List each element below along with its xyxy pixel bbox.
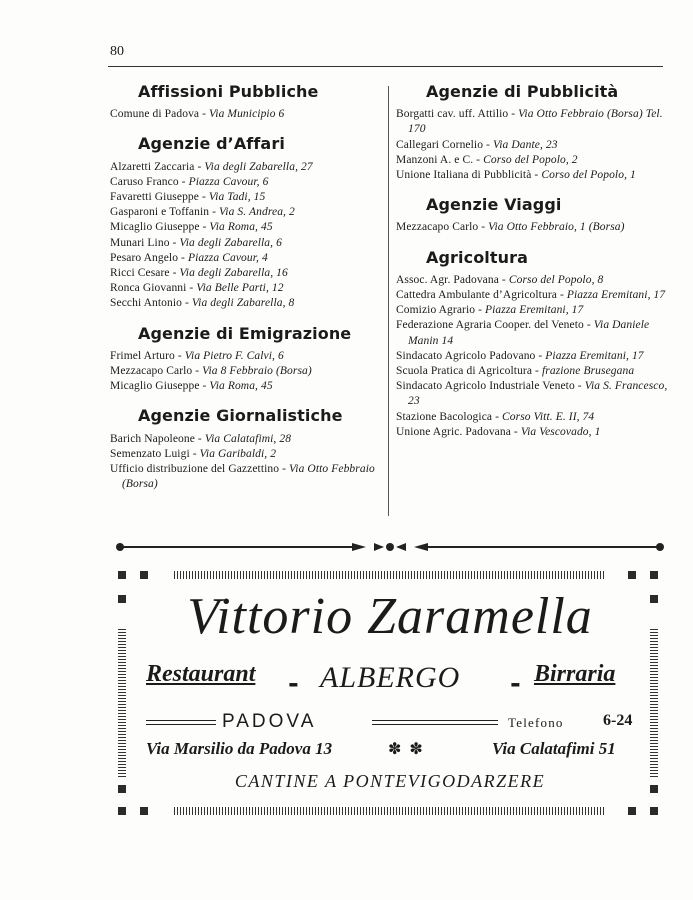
entry-address: Corso del Popolo, 2 bbox=[483, 153, 578, 166]
directory-entry: Cattedra Ambulante d’Agricoltura - Piazza Eremitani, 17 bbox=[396, 289, 666, 302]
entry-name: Favaretti Giuseppe bbox=[110, 191, 199, 204]
page-number: 80 bbox=[110, 44, 124, 59]
entry-address: Via Tadi, 15 bbox=[208, 191, 266, 204]
entry-address: Via Belle Parti, 12 bbox=[196, 282, 284, 295]
ad-city: PADOVA bbox=[222, 711, 317, 732]
ad-dash: - bbox=[288, 669, 299, 699]
entry-name: Ronca Giovanni bbox=[110, 282, 187, 295]
entry-name: Sindacato Agricolo Padovano bbox=[396, 349, 536, 362]
entry-address: Via Calatafimi, 28 bbox=[204, 432, 292, 445]
directory-entry: Barich Napoleone - Via Calatafimi, 28 bbox=[110, 432, 292, 445]
left-column bbox=[110, 70, 382, 492]
entry-address: Via Daniele Manin 14 bbox=[408, 319, 650, 347]
entry-address: Via degli Zabarella, 6 bbox=[179, 236, 282, 249]
entry-address: Via Dante, 23 bbox=[492, 138, 558, 151]
directory-entry: Frimel Arturo - Via Pietro F. Calvi, 6 bbox=[110, 349, 284, 362]
entry-name: Ricci Cesare bbox=[110, 267, 170, 280]
column-divider bbox=[388, 86, 389, 516]
section-heading: Agenzie d’Affari bbox=[138, 134, 285, 154]
advertisement bbox=[110, 565, 670, 827]
entry-name: Semenzato Luigi bbox=[110, 447, 190, 460]
entry-name: Callegari Cornelio bbox=[396, 138, 484, 151]
entry-name: Borgatti cav. uff. Attilio bbox=[396, 108, 509, 121]
entry-name: Stazione Bacologica bbox=[396, 410, 493, 423]
directory-entry: Scuola Pratica di Agricoltura - frazione Brusegana bbox=[396, 365, 635, 378]
directory-entry: Micaglio Giuseppe - Via Roma, 45 bbox=[110, 221, 273, 234]
section-heading: Affissioni Pubbliche bbox=[138, 82, 319, 101]
directory-entry: Assoc. Agr. Padovana - Corso del Popolo, 8 bbox=[396, 273, 604, 286]
ad-albergo: ALBERGO bbox=[320, 661, 461, 694]
directory-entry: Secchi Antonio - Via degli Zabarella, 8 bbox=[110, 297, 295, 310]
corner-square bbox=[140, 807, 148, 815]
directory-entry: Sindacato Agricolo Industriale Veneto - Via S. Francesco, 23 bbox=[396, 380, 668, 408]
corner-square bbox=[118, 571, 126, 579]
entry-name: Caruso Franco bbox=[110, 175, 179, 188]
bottom-border-hatch bbox=[174, 807, 606, 815]
directory-entry: Gasparoni e Toffanin - Via S. Andrea, 2 bbox=[110, 206, 295, 219]
entry-name: Comizio Agrario bbox=[396, 304, 476, 317]
entry-name: Unione Agric. Padovana bbox=[396, 425, 511, 438]
entry-address: Via Otto Febbraio (Borsa) Tel. 170 bbox=[408, 108, 663, 136]
entry-address: Corso del Popolo, 8 bbox=[508, 273, 604, 286]
ad-dash: - bbox=[510, 669, 521, 699]
entry-name: Mezzacapo Carlo bbox=[110, 365, 193, 378]
corner-square bbox=[140, 571, 148, 579]
directory-entry: Stazione Bacologica - Corso Vitt. E. II, 74 bbox=[396, 410, 595, 423]
entry-address: Via S. Francesco, 23 bbox=[408, 380, 668, 408]
directory-entry: Semenzato Luigi - Via Garibaldi, 2 bbox=[110, 447, 277, 460]
ad-restaurant: Restaurant bbox=[146, 661, 256, 687]
entry-address: Piazza Eremitani, 17 bbox=[566, 289, 666, 302]
directory-entry: Callegari Cornelio - Via Dante, 23 bbox=[396, 138, 558, 151]
entry-address: Via degli Zabarella, 8 bbox=[191, 297, 295, 310]
entry-name: Pesaro Angelo bbox=[110, 251, 179, 264]
entry-address: Via Otto Febbraio (Borsa) bbox=[122, 463, 375, 491]
entry-address: Via Vescovado, 1 bbox=[520, 425, 601, 438]
directory-entry: Alzaretti Zaccaria - Via degli Zabarella, 27 bbox=[110, 160, 313, 173]
entry-name: Frimel Arturo bbox=[110, 349, 175, 362]
entry-address: Via Roma, 45 bbox=[209, 221, 273, 234]
entry-name: Unione Italiana di Pubblicità bbox=[396, 169, 532, 182]
entry-address: Via Otto Febbraio, 1 (Borsa) bbox=[488, 221, 625, 234]
entry-name: Manzoni A. e C. bbox=[396, 153, 474, 166]
directory-entry: Mezzacapo Carlo - Via 8 Febbraio (Borsa) bbox=[110, 365, 312, 378]
entry-name: Micaglio Giuseppe bbox=[110, 380, 200, 393]
entry-address: Via degli Zabarella, 27 bbox=[204, 160, 313, 173]
entry-name: Micaglio Giuseppe bbox=[110, 221, 200, 234]
section-heading: Agenzie Giornalistiche bbox=[138, 406, 343, 426]
entry-address: frazione Brusegana bbox=[541, 365, 635, 378]
directory-entry: Manzoni A. e C. - Corso del Popolo, 2 bbox=[396, 153, 578, 166]
entry-name: Barich Napoleone bbox=[110, 432, 195, 445]
entry-address: Via S. Andrea, 2 bbox=[219, 206, 295, 219]
ad-birraria: Birraria bbox=[534, 661, 616, 687]
directory-entry: Federazione Agraria Cooper. del Veneto - Via Daniele Manin 14 bbox=[396, 319, 650, 347]
entry-address: Via Garibaldi, 2 bbox=[199, 447, 277, 460]
left-border-hatch bbox=[118, 627, 126, 777]
entry-address: Piazza Cavour, 4 bbox=[187, 251, 268, 264]
entry-name: Scuola Pratica di Agricoltura bbox=[396, 365, 533, 378]
ad-double-rule bbox=[372, 719, 498, 727]
ad-address-2: Via Calatafimi 51 bbox=[492, 739, 616, 758]
directory-entry: Comune di Padova - Via Municipio 6 bbox=[110, 108, 285, 121]
ad-business-name: Vittorio Zaramella bbox=[187, 588, 593, 645]
entry-name: Federazione Agraria Cooper. del Veneto bbox=[396, 319, 584, 332]
entry-address: Via Pietro F. Calvi, 6 bbox=[184, 349, 284, 362]
ad-cantine: CANTINE A PONTEVIGODARZERE bbox=[234, 771, 546, 791]
entry-address: Piazza Eremitani, 17 bbox=[545, 349, 644, 362]
directory-entry: Micaglio Giuseppe - Via Roma, 45 bbox=[110, 380, 273, 393]
ad-double-rule bbox=[146, 719, 216, 727]
entry-address: Piazza Eremitani, 17 bbox=[485, 304, 584, 317]
corner-square bbox=[628, 571, 636, 579]
entry-name: Mezzacapo Carlo bbox=[396, 221, 479, 234]
entry-name: Comune di Padova bbox=[110, 108, 200, 121]
entry-name: Secchi Antonio bbox=[110, 297, 182, 310]
right-border-hatch bbox=[650, 627, 658, 777]
ad-address-1: Via Marsilio da Padova 13 bbox=[146, 739, 333, 758]
entry-address: Piazza Cavour, 6 bbox=[188, 175, 269, 188]
entry-name: Ufficio distribuzione del Gazzettino bbox=[110, 463, 280, 476]
directory-entry: Ufficio distribuzione del Gazzettino - Via Otto Febbraio (Borsa) bbox=[110, 463, 375, 491]
entry-name: Sindacato Agricolo Industriale Veneto bbox=[396, 380, 575, 393]
directory-entry: Unione Italiana di Pubblicità - Corso del Popolo, 1 bbox=[396, 169, 636, 182]
entry-address: Corso Vitt. E. II, 74 bbox=[502, 410, 595, 423]
top-border-hatch bbox=[174, 571, 606, 579]
entry-name: Assoc. Agr. Padovana bbox=[396, 273, 499, 286]
section-heading: Agenzie Viaggi bbox=[426, 195, 562, 215]
directory-entry: Mezzacapo Carlo - Via Otto Febbraio, 1 (Borsa) bbox=[396, 221, 625, 234]
section-heading: Agricoltura bbox=[426, 247, 528, 267]
entry-address: Via 8 Febbraio (Borsa) bbox=[202, 365, 312, 378]
directory-entry: Favaretti Giuseppe - Via Tadi, 15 bbox=[110, 191, 266, 204]
entry-name: Alzaretti Zaccaria bbox=[110, 160, 195, 173]
directory-entry: Borgatti cav. uff. Attilio - Via Otto Febbraio (Borsa) Tel. 170 bbox=[396, 108, 663, 136]
directory-entry: Sindacato Agricolo Padovano - Piazza Eremitani, 17 bbox=[396, 349, 644, 362]
directory-entry: Ricci Cesare - Via degli Zabarella, 16 bbox=[110, 267, 288, 280]
ad-telephone-number: 6-24 bbox=[603, 712, 633, 729]
ad-fleuron-ornament: ✽✽ bbox=[388, 739, 431, 758]
entry-address: Via Roma, 45 bbox=[209, 380, 273, 393]
directory-entry: Caruso Franco - Piazza Cavour, 6 bbox=[110, 175, 269, 188]
ornamental-separator bbox=[116, 541, 664, 553]
directory-entry: Pesaro Angelo - Piazza Cavour, 4 bbox=[110, 251, 268, 264]
directory-entry: Munari Lino - Via degli Zabarella, 6 bbox=[110, 236, 282, 249]
directory-entry: Comizio Agrario - Piazza Eremitani, 17 bbox=[396, 304, 584, 317]
directory-entry: Ronca Giovanni - Via Belle Parti, 12 bbox=[110, 282, 284, 295]
ad-telephone-label: Telefono bbox=[508, 715, 564, 730]
entry-name: Munari Lino bbox=[110, 236, 170, 249]
corner-square bbox=[628, 807, 636, 815]
directory-entry: Unione Agric. Padovana - Via Vescovado, 1 bbox=[396, 425, 601, 438]
entry-address: Corso del Popolo, 1 bbox=[541, 169, 636, 182]
right-column bbox=[396, 70, 668, 440]
header-rule bbox=[108, 66, 663, 67]
section-heading: Agenzie di Pubblicità bbox=[426, 82, 619, 101]
corner-square bbox=[650, 807, 658, 815]
section-heading: Agenzie di Emigrazione bbox=[138, 323, 352, 343]
entry-address: Via degli Zabarella, 16 bbox=[179, 267, 288, 280]
entry-name: Gasparoni e Toffanin bbox=[110, 206, 210, 219]
corner-square bbox=[118, 807, 126, 815]
entry-name: Cattedra Ambulante d’Agricoltura bbox=[396, 289, 557, 302]
entry-address: Via Municipio 6 bbox=[209, 108, 285, 121]
corner-square bbox=[650, 571, 658, 579]
